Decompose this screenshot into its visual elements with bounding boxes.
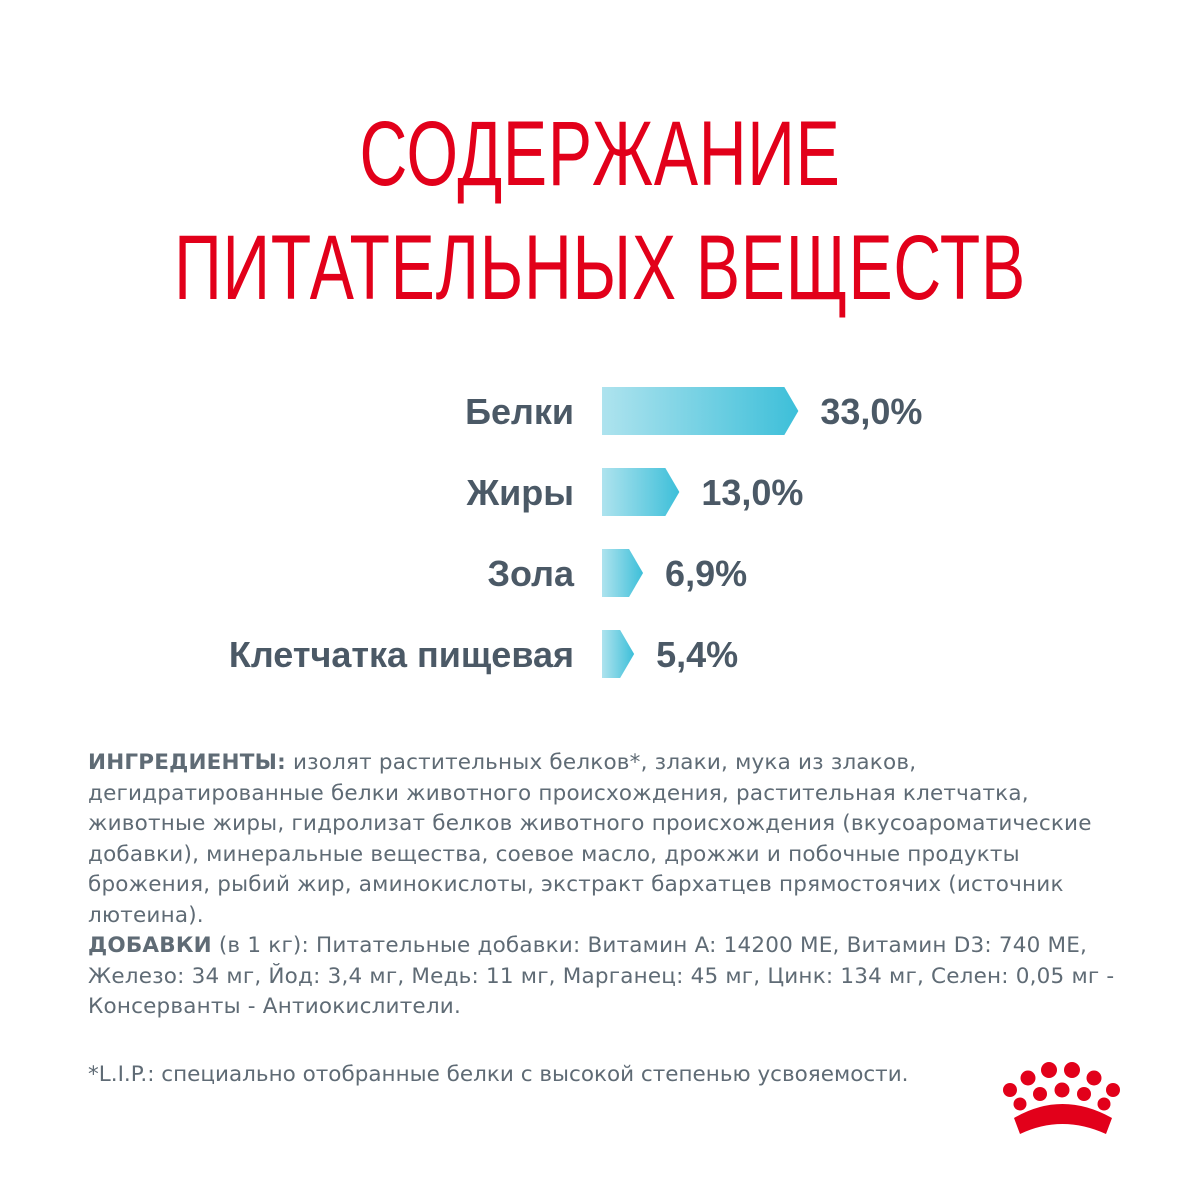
additives-paragraph [88, 931, 1128, 1023]
page-title-line-1: СОДЕРЖАНИЕ [359, 103, 841, 205]
footnote: *L.I.P.: специально отобранные белки с высокой степенью усвояемости. [88, 1062, 909, 1087]
category-label-3: Клетчатка пищевая [228, 634, 574, 675]
bar-2 [602, 549, 643, 597]
category-label-2: Зола [487, 553, 574, 594]
composition-text [88, 748, 1128, 1023]
value-label-2: 6,9% [665, 553, 748, 594]
ingredients-label: ИНГРЕДИЕНТЫ: [88, 750, 286, 775]
value-label-1: 13,0% [701, 472, 804, 513]
page-title-line-2: ПИТАТЕЛЬНЫХ ВЕЩЕСТВ [174, 217, 1026, 319]
bar-1 [602, 468, 679, 516]
category-label-1: Жиры [466, 472, 574, 513]
value-label-3: 5,4% [656, 634, 739, 675]
additives-text: (в 1 кг): Питательные добавки: Витамин A: 14200 МЕ, Витамин D3: 740 МЕ, Железо: 34 мг, Йод: 3,4 мг, Медь: 11 мг, Марганец: 45 мг, Цинк: 134 мг, Селен: 0,05 мг - Консерванты - Антиокислители. [88, 933, 1115, 1019]
bar-3 [602, 630, 634, 678]
ingredients-text: изолят растительных белков*, злаки, мука из злаков, дегидратированные белки животного происхождения, растительная клетчатка, животные жиры, гидролизат белков животного происхождения (вкусоароматические добавки), минеральные вещества, соевое масло, дрожжи и побочные продукты брожения, рыбий жир, аминокислоты, экстракт бархатцев прямостоячих (источник лютеина). [88, 750, 1092, 928]
ingredients-paragraph [88, 748, 1128, 931]
royal-canin-crown-icon [1000, 1060, 1128, 1140]
additives-label: ДОБАВКИ [88, 933, 212, 958]
category-label-0: Белки [465, 391, 574, 432]
value-label-0: 33,0% [820, 391, 923, 432]
bar-0 [602, 387, 798, 435]
